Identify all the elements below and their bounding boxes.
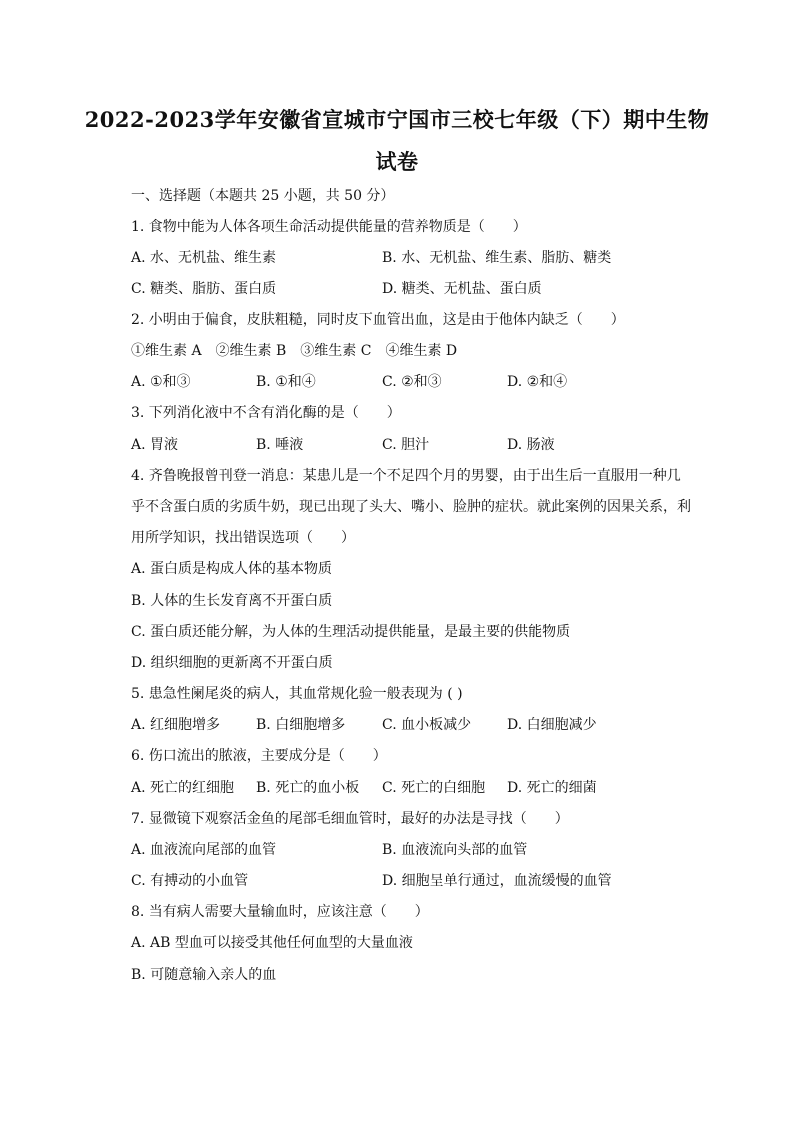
question-3-stem: 3. 下列消化液中不含有消化酶的是（ ） — [131, 405, 401, 421]
question-6-option-a: A. 死亡的红细胞 — [131, 780, 235, 796]
question-6-option-b: B. 死亡的血小板 — [256, 780, 360, 796]
question-2-option-d: D. ②和④ — [507, 374, 568, 390]
question-1-option-a: A. 水、无机盐、维生素 — [131, 250, 277, 266]
question-8-option-a: A. AB 型血可以接受其他任何血型的大量血液 — [131, 935, 413, 951]
question-7-option-c: C. 有搏动的小血管 — [131, 873, 249, 889]
question-1-option-b: B. 水、无机盐、维生素、脂肪、糖类 — [382, 250, 612, 266]
question-6-option-c: C. 死亡的白细胞 — [382, 780, 486, 796]
question-8-option-b: B. 可随意输入亲人的血 — [131, 967, 277, 983]
question-6-option-d: D. 死亡的细菌 — [507, 780, 597, 796]
question-5-option-a: A. 红细胞增多 — [131, 717, 221, 733]
question-3-option-d: D. 肠液 — [507, 437, 555, 453]
question-5-option-c: C. 血小板减少 — [382, 717, 472, 733]
question-4-option-a: A. 蛋白质是构成人体的基本物质 — [131, 561, 333, 577]
question-1-option-c: C. 糖类、脂肪、蛋白质 — [131, 281, 277, 297]
question-3-option-a: A. 胃液 — [131, 437, 179, 453]
question-8-stem: 8. 当有病人需要大量输血时，应该注意（ ） — [131, 904, 429, 920]
question-5-option-d: D. 白细胞减少 — [507, 717, 597, 733]
question-2-option-c: C. ②和③ — [382, 374, 442, 390]
section-heading: 一、选择题（本题共 25 小题，共 50 分） — [131, 188, 395, 204]
question-7-stem: 7. 显微镜下观察活金鱼的尾部毛细血管时，最好的办法是寻找（ ） — [131, 811, 569, 827]
question-2-option-b: B. ①和④ — [256, 374, 316, 390]
question-4-stem-line-3: 用所学知识，找出错误选项（ ） — [131, 530, 355, 546]
page-title: 2022-2023学年安徽省宣城市宁国市三校七年级（下）期中生物 — [84, 107, 710, 132]
question-2-stem: 2. 小明由于偏食，皮肤粗糙，同时皮下血管出血，这是由于他体内缺乏（ ） — [131, 312, 625, 328]
page-title-continued: 试卷 — [375, 149, 419, 174]
question-4-stem-line-2: 乎不含蛋白质的劣质牛奶，现已出现了头大、嘴小、脸肿的症状。就此案例的因果关系，利 — [131, 499, 691, 515]
question-2-option-a: A. ①和③ — [131, 374, 191, 390]
question-2-choices: ①维生素 A ②维生素 B ③维生素 C ④维生素 D — [131, 343, 458, 359]
question-3-option-c: C. 胆汁 — [382, 437, 430, 453]
question-1-option-d: D. 糖类、无机盐、蛋白质 — [382, 281, 542, 297]
question-4-stem-line-1: 4. 齐鲁晚报曾刊登一消息：某患儿是一个不足四个月的男婴，由于出生后一直服用一种几 — [131, 468, 681, 484]
question-4-option-c: C. 蛋白质还能分解，为人体的生理活动提供能量，是最主要的供能物质 — [131, 624, 571, 640]
question-7-option-b: B. 血液流向头部的血管 — [382, 842, 528, 858]
question-4-option-b: B. 人体的生长发育离不开蛋白质 — [131, 593, 333, 609]
question-5-option-b: B. 白细胞增多 — [256, 717, 346, 733]
question-7-option-d: D. 细胞呈单行通过，血流缓慢的血管 — [382, 873, 612, 889]
question-3-option-b: B. 唾液 — [256, 437, 304, 453]
question-6-stem: 6. 伤口流出的脓液，主要成分是（ ） — [131, 748, 387, 764]
question-7-option-a: A. 血液流向尾部的血管 — [131, 842, 277, 858]
question-4-option-d: D. 组织细胞的更新离不开蛋白质 — [131, 655, 333, 671]
question-1-stem: 1. 食物中能为人体各项生命活动提供能量的营养物质是（ ） — [131, 219, 527, 235]
question-5-stem: 5. 患急性阑尾炎的病人，其血常规化验一般表现为 ( ) — [131, 686, 463, 702]
